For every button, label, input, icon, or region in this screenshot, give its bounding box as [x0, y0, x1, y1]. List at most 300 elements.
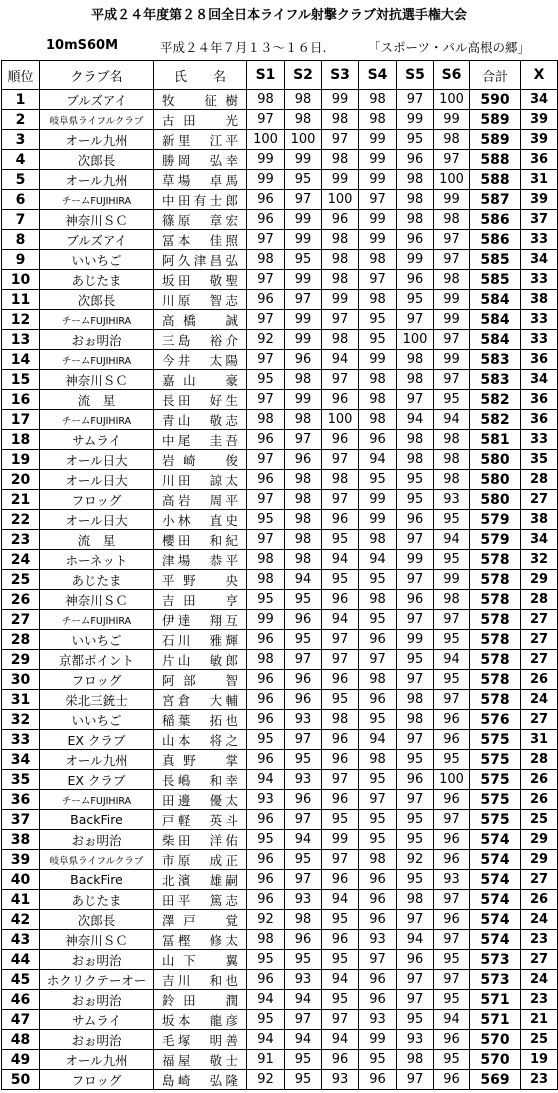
- table-row: [2, 670, 558, 690]
- name-cell: 柴田 洋佑: [154, 830, 247, 850]
- s4-cell: 98: [359, 250, 397, 270]
- s3-cell: 95: [322, 910, 359, 930]
- s6-cell: 94: [434, 1010, 470, 1030]
- s6-cell: 98: [434, 270, 470, 290]
- s3-cell: 96: [322, 1050, 359, 1070]
- total-cell: 583: [470, 350, 521, 370]
- s3-cell: 96: [322, 390, 359, 410]
- s4-cell: 98: [359, 590, 397, 610]
- s1-cell: 96: [247, 190, 285, 210]
- s6-cell: 95: [434, 550, 470, 570]
- s4-cell: 95: [359, 570, 397, 590]
- club-cell: 次郎長: [40, 290, 154, 310]
- s3-cell: 99: [322, 170, 359, 190]
- s5-cell: 95: [397, 130, 434, 150]
- table-row: [2, 170, 558, 190]
- s5-cell: 97: [397, 90, 434, 110]
- rank-cell: 46: [2, 990, 40, 1010]
- s5-cell: 99: [397, 630, 434, 650]
- club-cell: 岐阜県ライフルクラブ: [40, 110, 154, 130]
- table-row: [2, 1070, 558, 1090]
- rank-cell: 41: [2, 890, 40, 910]
- header-s4: S4: [359, 61, 397, 90]
- x-count-cell: 23: [521, 930, 558, 950]
- name-cell: 青山 敬志: [154, 410, 247, 430]
- s5-cell: 98: [397, 450, 434, 470]
- s6-cell: 95: [434, 1050, 470, 1070]
- s3-cell: 97: [322, 850, 359, 870]
- total-cell: 590: [470, 90, 521, 110]
- s6-cell: 94: [434, 530, 470, 550]
- table-row: [2, 990, 558, 1010]
- s3-cell: 96: [322, 590, 359, 610]
- name-cell: 冨樫 修太: [154, 930, 247, 950]
- rank-cell: 38: [2, 830, 40, 850]
- s4-cell: 95: [359, 330, 397, 350]
- s2-cell: 99: [285, 210, 322, 230]
- table-row: [2, 230, 558, 250]
- s3-cell: 96: [322, 430, 359, 450]
- x-count-cell: 33: [521, 330, 558, 350]
- x-count-cell: 36: [521, 410, 558, 430]
- s3-cell: 99: [322, 830, 359, 850]
- x-count-cell: 33: [521, 230, 558, 250]
- s3-cell: 97: [322, 310, 359, 330]
- s6-cell: 99: [434, 290, 470, 310]
- header-s2: S2: [285, 61, 322, 90]
- rank-cell: 12: [2, 310, 40, 330]
- header-total: 合計: [470, 61, 521, 90]
- page-title: 平成２４年度第２８回全日本ライフル射撃クラブ対抗選手権大会: [91, 8, 467, 23]
- name-cell: 片山 敏郎: [154, 650, 247, 670]
- s6-cell: 97: [434, 610, 470, 630]
- s2-cell: 97: [285, 1010, 322, 1030]
- rank-cell: 28: [2, 630, 40, 650]
- s5-cell: 95: [397, 870, 434, 890]
- s2-cell: 98: [285, 550, 322, 570]
- name-cell: 坂本 龍彦: [154, 1010, 247, 1030]
- s1-cell: 96: [247, 970, 285, 990]
- s6-cell: 95: [434, 630, 470, 650]
- s3-cell: 95: [322, 990, 359, 1010]
- s1-cell: 94: [247, 990, 285, 1010]
- s4-cell: 94: [359, 550, 397, 570]
- table-row: [2, 770, 558, 790]
- s3-cell: 97: [322, 490, 359, 510]
- s6-cell: 97: [434, 690, 470, 710]
- s4-cell: 95: [359, 310, 397, 330]
- x-count-cell: 35: [521, 450, 558, 470]
- s3-cell: 98: [322, 150, 359, 170]
- total-cell: 583: [470, 370, 521, 390]
- s2-cell: 98: [285, 90, 322, 110]
- total-cell: 580: [470, 490, 521, 510]
- total-cell: 578: [470, 590, 521, 610]
- club-cell: 京都ポイント: [40, 650, 154, 670]
- s3-cell: 96: [322, 790, 359, 810]
- s4-cell: 96: [359, 890, 397, 910]
- table-row: [2, 510, 558, 530]
- name-cell: 坂田 敬聖: [154, 270, 247, 290]
- s4-cell: 99: [359, 510, 397, 530]
- table-row: [2, 610, 558, 630]
- name-cell: 岩崎 俊: [154, 450, 247, 470]
- s5-cell: 95: [397, 490, 434, 510]
- s4-cell: 99: [359, 1030, 397, 1050]
- x-count-cell: 34: [521, 250, 558, 270]
- x-count-cell: 28: [521, 470, 558, 490]
- table-row: [2, 210, 558, 230]
- s1-cell: 94: [247, 770, 285, 790]
- s5-cell: 96: [397, 270, 434, 290]
- s6-cell: 94: [434, 650, 470, 670]
- total-cell: 569: [470, 1070, 521, 1090]
- rank-cell: 34: [2, 750, 40, 770]
- s5-cell: 96: [397, 770, 434, 790]
- s1-cell: 99: [247, 610, 285, 630]
- table-row: [2, 370, 558, 390]
- total-cell: 578: [470, 650, 521, 670]
- header-row: [2, 61, 558, 90]
- total-cell: 574: [470, 830, 521, 850]
- s6-cell: 97: [434, 330, 470, 350]
- rank-cell: 19: [2, 450, 40, 470]
- name-cell: 伊達 翔互: [154, 610, 247, 630]
- table-row: [2, 190, 558, 210]
- s2-cell: 97: [285, 730, 322, 750]
- s1-cell: 96: [247, 870, 285, 890]
- total-cell: 581: [470, 430, 521, 450]
- s5-cell: 94: [397, 930, 434, 950]
- s4-cell: 97: [359, 650, 397, 670]
- s5-cell: 99: [397, 110, 434, 130]
- club-cell: オール日大: [40, 470, 154, 490]
- s3-cell: 97: [322, 450, 359, 470]
- s3-cell: 93: [322, 1070, 359, 1090]
- table-row: [2, 530, 558, 550]
- s5-cell: 95: [397, 290, 434, 310]
- s4-cell: 95: [359, 830, 397, 850]
- s2-cell: 94: [285, 1030, 322, 1050]
- s1-cell: 97: [247, 350, 285, 370]
- total-cell: 576: [470, 710, 521, 730]
- total-cell: 585: [470, 250, 521, 270]
- s6-cell: 97: [434, 810, 470, 830]
- s4-cell: 99: [359, 150, 397, 170]
- s1-cell: 92: [247, 330, 285, 350]
- s1-cell: 98: [247, 90, 285, 110]
- x-count-cell: 33: [521, 270, 558, 290]
- rank-cell: 39: [2, 850, 40, 870]
- s2-cell: 93: [285, 710, 322, 730]
- x-count-cell: 27: [521, 870, 558, 890]
- s6-cell: 95: [434, 950, 470, 970]
- rank-cell: 1: [2, 90, 40, 110]
- s2-cell: 97: [285, 870, 322, 890]
- name-cell: 吉川 和也: [154, 970, 247, 990]
- club-cell: チームFUJIHIRA: [40, 190, 154, 210]
- s5-cell: 97: [397, 310, 434, 330]
- s4-cell: 96: [359, 690, 397, 710]
- x-count-cell: 36: [521, 390, 558, 410]
- x-count-cell: 26: [521, 770, 558, 790]
- x-count-cell: 26: [521, 670, 558, 690]
- s4-cell: 99: [359, 210, 397, 230]
- table-row: [2, 790, 558, 810]
- name-cell: 島崎 弘隆: [154, 1070, 247, 1090]
- total-cell: 575: [470, 790, 521, 810]
- s4-cell: 97: [359, 950, 397, 970]
- name-cell: 櫻田 和紀: [154, 530, 247, 550]
- rank-cell: 48: [2, 1030, 40, 1050]
- s4-cell: 98: [359, 410, 397, 430]
- name-cell: 阿久津昌弘: [154, 250, 247, 270]
- total-cell: 584: [470, 290, 521, 310]
- name-cell: 小林 直史: [154, 510, 247, 530]
- x-count-cell: 39: [521, 110, 558, 130]
- s6-cell: 97: [434, 970, 470, 990]
- s1-cell: 95: [247, 830, 285, 850]
- s5-cell: 93: [397, 1030, 434, 1050]
- x-count-cell: 23: [521, 1070, 558, 1090]
- club-cell: チームFUJIHIRA: [40, 350, 154, 370]
- header-s6: S6: [434, 61, 470, 90]
- header-name: 氏 名: [154, 61, 247, 90]
- x-count-cell: 39: [521, 190, 558, 210]
- club-cell: 神奈川ＳＣ: [40, 590, 154, 610]
- x-count-cell: 27: [521, 630, 558, 650]
- x-count-cell: 34: [521, 90, 558, 110]
- s1-cell: 96: [247, 290, 285, 310]
- s5-cell: 99: [397, 550, 434, 570]
- s2-cell: 95: [285, 590, 322, 610]
- s6-cell: 98: [434, 430, 470, 450]
- s6-cell: 95: [434, 750, 470, 770]
- s5-cell: 97: [397, 910, 434, 930]
- table-row: [2, 490, 558, 510]
- name-cell: 澤戸 覚: [154, 910, 247, 930]
- table-row: [2, 750, 558, 770]
- s1-cell: 97: [247, 530, 285, 550]
- table-row: [2, 810, 558, 830]
- header-rank: 順位: [2, 61, 40, 90]
- x-count-cell: 27: [521, 490, 558, 510]
- s6-cell: 96: [434, 1070, 470, 1090]
- s3-cell: 99: [322, 290, 359, 310]
- s3-cell: 95: [322, 810, 359, 830]
- event-name: 10mS60M: [46, 38, 119, 53]
- s5-cell: 100: [397, 330, 434, 350]
- club-cell: チームFUJIHIRA: [40, 610, 154, 630]
- table-row: [2, 390, 558, 410]
- s3-cell: 94: [322, 550, 359, 570]
- rank-cell: 33: [2, 730, 40, 750]
- s4-cell: 98: [359, 290, 397, 310]
- s3-cell: 100: [322, 410, 359, 430]
- s2-cell: 95: [285, 1050, 322, 1070]
- s3-cell: 98: [322, 330, 359, 350]
- table-row: [2, 410, 558, 430]
- s5-cell: 97: [397, 610, 434, 630]
- total-cell: 578: [470, 630, 521, 650]
- s6-cell: 97: [434, 370, 470, 390]
- s6-cell: 98: [434, 590, 470, 610]
- table-row: [2, 850, 558, 870]
- name-cell: 津場 恭平: [154, 550, 247, 570]
- s6-cell: 97: [434, 250, 470, 270]
- s3-cell: 97: [322, 770, 359, 790]
- s3-cell: 97: [322, 130, 359, 150]
- club-cell: オール九州: [40, 130, 154, 150]
- x-count-cell: 31: [521, 170, 558, 190]
- s3-cell: 94: [322, 1030, 359, 1050]
- name-cell: 勝岡 弘幸: [154, 150, 247, 170]
- x-count-cell: 26: [521, 890, 558, 910]
- total-cell: 584: [470, 330, 521, 350]
- s4-cell: 98: [359, 110, 397, 130]
- s1-cell: 96: [247, 470, 285, 490]
- s1-cell: 97: [247, 450, 285, 470]
- s5-cell: 99: [397, 250, 434, 270]
- s2-cell: 99: [285, 150, 322, 170]
- name-cell: 山下 翼: [154, 950, 247, 970]
- s6-cell: 95: [434, 990, 470, 1010]
- s6-cell: 99: [434, 350, 470, 370]
- s3-cell: 98: [322, 270, 359, 290]
- s5-cell: 95: [397, 830, 434, 850]
- s3-cell: 94: [322, 350, 359, 370]
- s5-cell: 98: [397, 1050, 434, 1070]
- s5-cell: 92: [397, 850, 434, 870]
- club-cell: おぉ明治: [40, 830, 154, 850]
- table-row: [2, 450, 558, 470]
- name-cell: 三島 裕介: [154, 330, 247, 350]
- club-cell: 次郎長: [40, 910, 154, 930]
- s1-cell: 98: [247, 930, 285, 950]
- s1-cell: 96: [247, 810, 285, 830]
- club-cell: ブルズアイ: [40, 90, 154, 110]
- s4-cell: 98: [359, 750, 397, 770]
- club-cell: EX クラブ: [40, 730, 154, 750]
- club-cell: サムライ: [40, 430, 154, 450]
- s6-cell: 93: [434, 490, 470, 510]
- total-cell: 588: [470, 170, 521, 190]
- s3-cell: 94: [322, 970, 359, 990]
- s2-cell: 94: [285, 990, 322, 1010]
- header-s1: S1: [247, 61, 285, 90]
- s2-cell: 98: [285, 470, 322, 490]
- s2-cell: 96: [285, 610, 322, 630]
- name-cell: 福屋 敬士: [154, 1050, 247, 1070]
- table-row: [2, 1030, 558, 1050]
- s2-cell: 98: [285, 370, 322, 390]
- s5-cell: 94: [397, 410, 434, 430]
- club-cell: チームFUJIHIRA: [40, 790, 154, 810]
- name-cell: 牧 征樹: [154, 90, 247, 110]
- club-cell: BackFire: [40, 810, 154, 830]
- s6-cell: 100: [434, 170, 470, 190]
- s6-cell: 99: [434, 310, 470, 330]
- s2-cell: 99: [285, 390, 322, 410]
- s4-cell: 99: [359, 230, 397, 250]
- s1-cell: 98: [247, 410, 285, 430]
- s1-cell: 97: [247, 390, 285, 410]
- rank-cell: 24: [2, 550, 40, 570]
- rank-cell: 15: [2, 370, 40, 390]
- s1-cell: 95: [247, 510, 285, 530]
- s5-cell: 98: [397, 350, 434, 370]
- header-x: X: [521, 61, 558, 90]
- s1-cell: 96: [247, 750, 285, 770]
- name-cell: 冨本 佳照: [154, 230, 247, 250]
- table-row: [2, 690, 558, 710]
- club-cell: EX クラブ: [40, 770, 154, 790]
- s4-cell: 99: [359, 170, 397, 190]
- s2-cell: 95: [285, 630, 322, 650]
- s2-cell: 95: [285, 1070, 322, 1090]
- club-cell: 神奈川ＳＣ: [40, 210, 154, 230]
- x-count-cell: 33: [521, 310, 558, 330]
- rank-cell: 13: [2, 330, 40, 350]
- s4-cell: 96: [359, 970, 397, 990]
- s3-cell: 98: [322, 470, 359, 490]
- rank-cell: 16: [2, 390, 40, 410]
- s2-cell: 95: [285, 950, 322, 970]
- s5-cell: 97: [397, 970, 434, 990]
- s3-cell: 100: [322, 190, 359, 210]
- rank-cell: 2: [2, 110, 40, 130]
- table-row: [2, 870, 558, 890]
- s4-cell: 98: [359, 370, 397, 390]
- rank-cell: 45: [2, 970, 40, 990]
- s3-cell: 94: [322, 890, 359, 910]
- x-count-cell: 26: [521, 790, 558, 810]
- s5-cell: 97: [397, 570, 434, 590]
- s6-cell: 98: [434, 450, 470, 470]
- s3-cell: 97: [322, 650, 359, 670]
- table-row: [2, 630, 558, 650]
- name-cell: 今井 太陽: [154, 350, 247, 370]
- name-cell: 田平 篤志: [154, 890, 247, 910]
- rank-cell: 29: [2, 650, 40, 670]
- s3-cell: 97: [322, 630, 359, 650]
- s2-cell: 96: [285, 350, 322, 370]
- s6-cell: 95: [434, 670, 470, 690]
- club-cell: おぉ明治: [40, 990, 154, 1010]
- s4-cell: 97: [359, 270, 397, 290]
- name-cell: 石川 雅輝: [154, 630, 247, 650]
- s6-cell: 98: [434, 470, 470, 490]
- x-count-cell: 38: [521, 510, 558, 530]
- s5-cell: 96: [397, 510, 434, 530]
- x-count-cell: 36: [521, 350, 558, 370]
- s6-cell: 96: [434, 1030, 470, 1050]
- total-cell: 578: [470, 570, 521, 590]
- s2-cell: 99: [285, 310, 322, 330]
- s1-cell: 96: [247, 890, 285, 910]
- s3-cell: 98: [322, 710, 359, 730]
- s1-cell: 99: [247, 150, 285, 170]
- club-cell: ホーネット: [40, 550, 154, 570]
- s2-cell: 98: [285, 490, 322, 510]
- club-cell: 栄北三銃士: [40, 690, 154, 710]
- s2-cell: 97: [285, 290, 322, 310]
- s4-cell: 93: [359, 1010, 397, 1030]
- x-count-cell: 24: [521, 970, 558, 990]
- s4-cell: 94: [359, 730, 397, 750]
- total-cell: 587: [470, 190, 521, 210]
- name-cell: 田邊 優太: [154, 790, 247, 810]
